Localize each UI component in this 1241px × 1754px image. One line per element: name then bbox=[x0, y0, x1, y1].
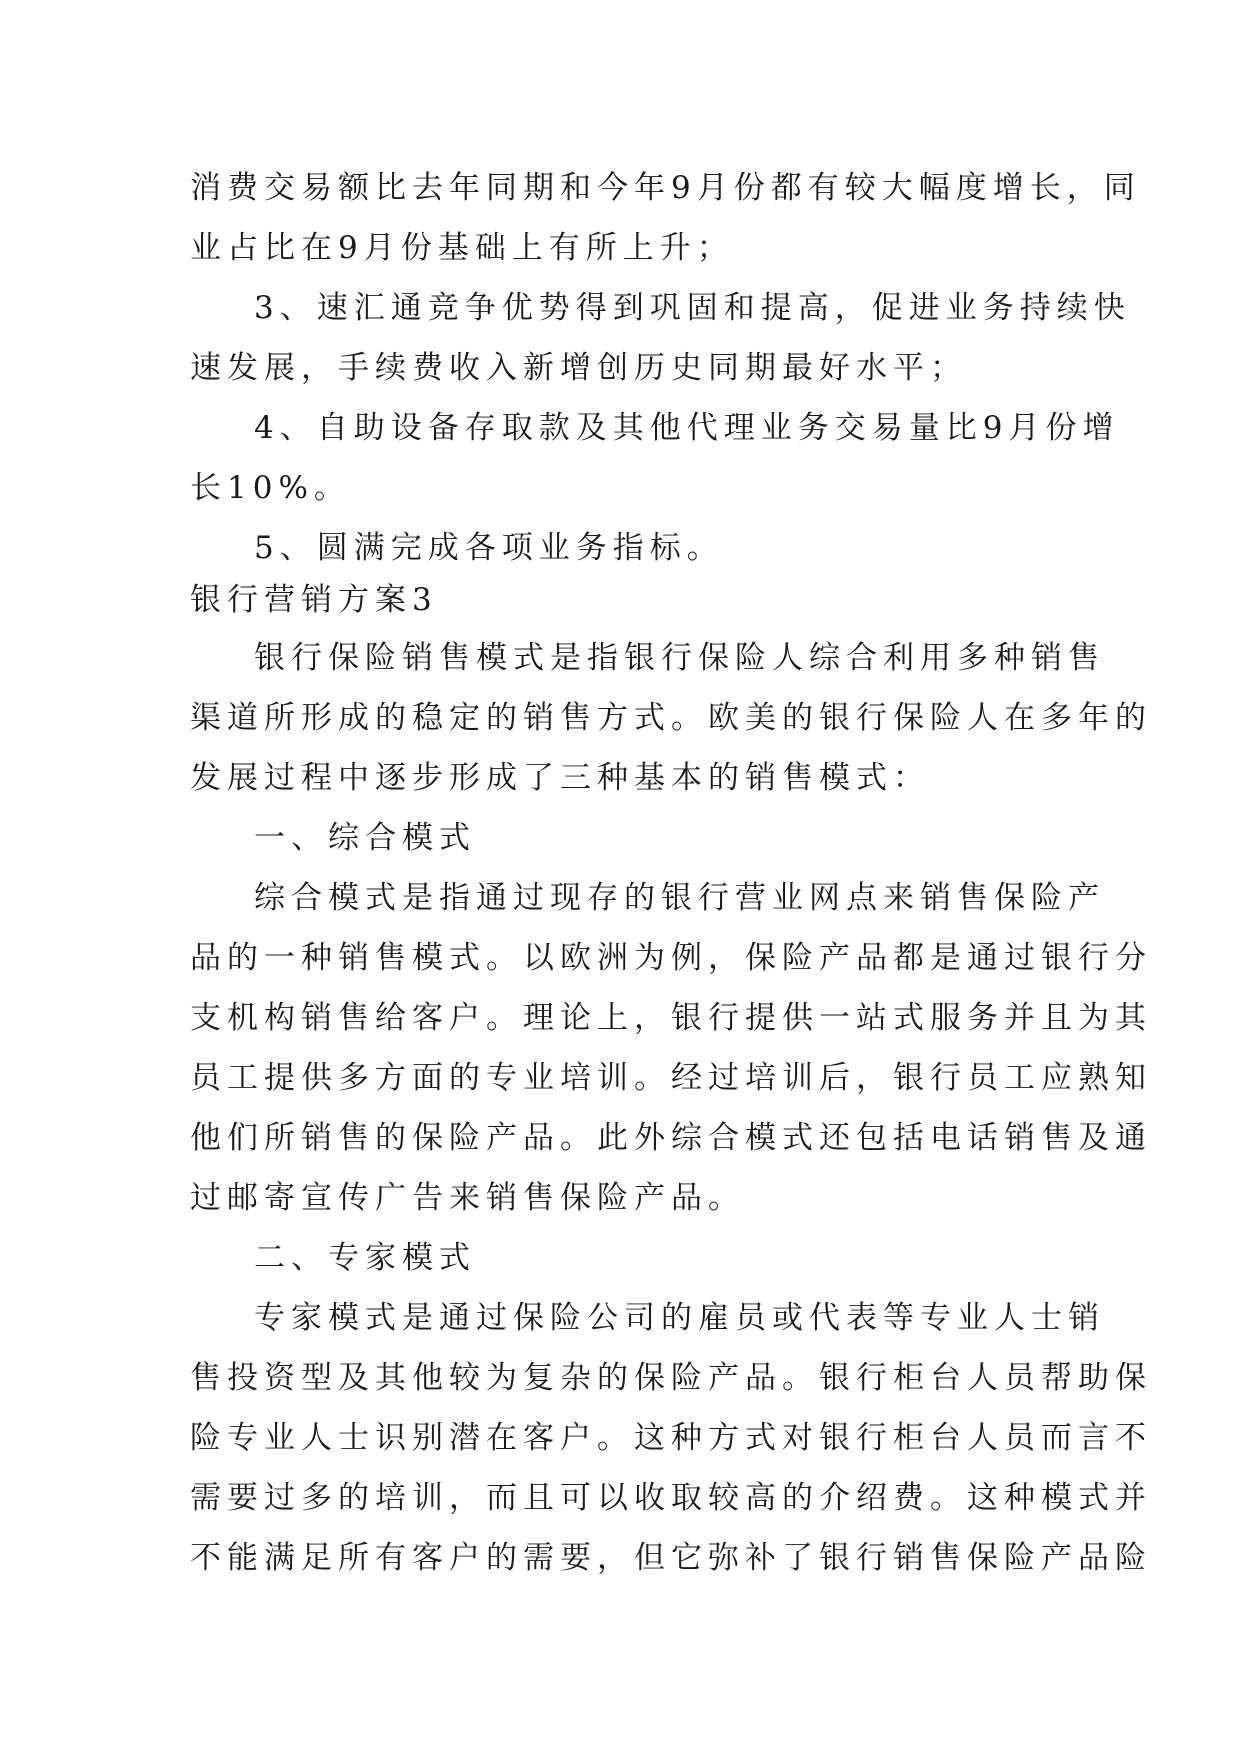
paragraph-line: 专家模式是通过保险公司的雇员或代表等专业人士销 bbox=[254, 1300, 1105, 1336]
paragraph-line: 不能满足所有客户的需要，但它弥补了银行销售保险产品险 bbox=[190, 1540, 1152, 1576]
paragraph-line: 业占比在9月份基础上有所上升； bbox=[190, 230, 734, 266]
paragraph-line: 消费交易额比去年同期和今年9月份都有较大幅度增长，同 bbox=[190, 170, 1141, 206]
section-heading: 银行营销方案3 bbox=[190, 582, 438, 618]
paragraph-line: 3、速汇通竞争优势得到巩固和提高，促进业务持续快 bbox=[254, 290, 1131, 326]
paragraph-line: 发展过程中逐步形成了三种基本的销售模式： bbox=[190, 760, 930, 796]
paragraph-line: 速发展，手续费收入新增创历史同期最好水平； bbox=[190, 350, 967, 386]
paragraph-line: 渠道所形成的稳定的销售方式。欧美的银行保险人在多年的 bbox=[190, 700, 1152, 736]
paragraph-line: 长10%。 bbox=[190, 470, 351, 506]
paragraph-line: 员工提供多方面的专业培训。经过培训后，银行员工应熟知 bbox=[190, 1060, 1152, 1096]
paragraph-line: 过邮寄宣传广告来销售保险产品。 bbox=[190, 1180, 745, 1216]
paragraph-line: 5、圆满完成各项业务指标。 bbox=[254, 530, 724, 566]
paragraph-line: 银行保险销售模式是指银行保险人综合利用多种销售 bbox=[254, 640, 1105, 676]
paragraph-line: 4、自助设备存取款及其他代理业务交易量比9月份增 bbox=[254, 410, 1120, 446]
paragraph-line: 他们所销售的保险产品。此外综合模式还包括电话销售及通 bbox=[190, 1120, 1152, 1156]
paragraph-line: 需要过多的培训，而且可以收取较高的介绍费。这种模式并 bbox=[190, 1480, 1152, 1516]
subsection-heading: 一、综合模式 bbox=[254, 820, 476, 856]
paragraph-line: 综合模式是指通过现存的银行营业网点来销售保险产 bbox=[254, 880, 1105, 916]
paragraph-line: 支机构销售给客户。理论上，银行提供一站式服务并且为其 bbox=[190, 1000, 1152, 1036]
paragraph-line: 售投资型及其他较为复杂的保险产品。银行柜台人员帮助保 bbox=[190, 1360, 1152, 1396]
subsection-heading: 二、专家模式 bbox=[254, 1240, 476, 1276]
paragraph-line: 品的一种销售模式。以欧洲为例，保险产品都是通过银行分 bbox=[190, 940, 1152, 976]
paragraph-line: 险专业人士识别潜在客户。这种方式对银行柜台人员而言不 bbox=[190, 1420, 1152, 1456]
